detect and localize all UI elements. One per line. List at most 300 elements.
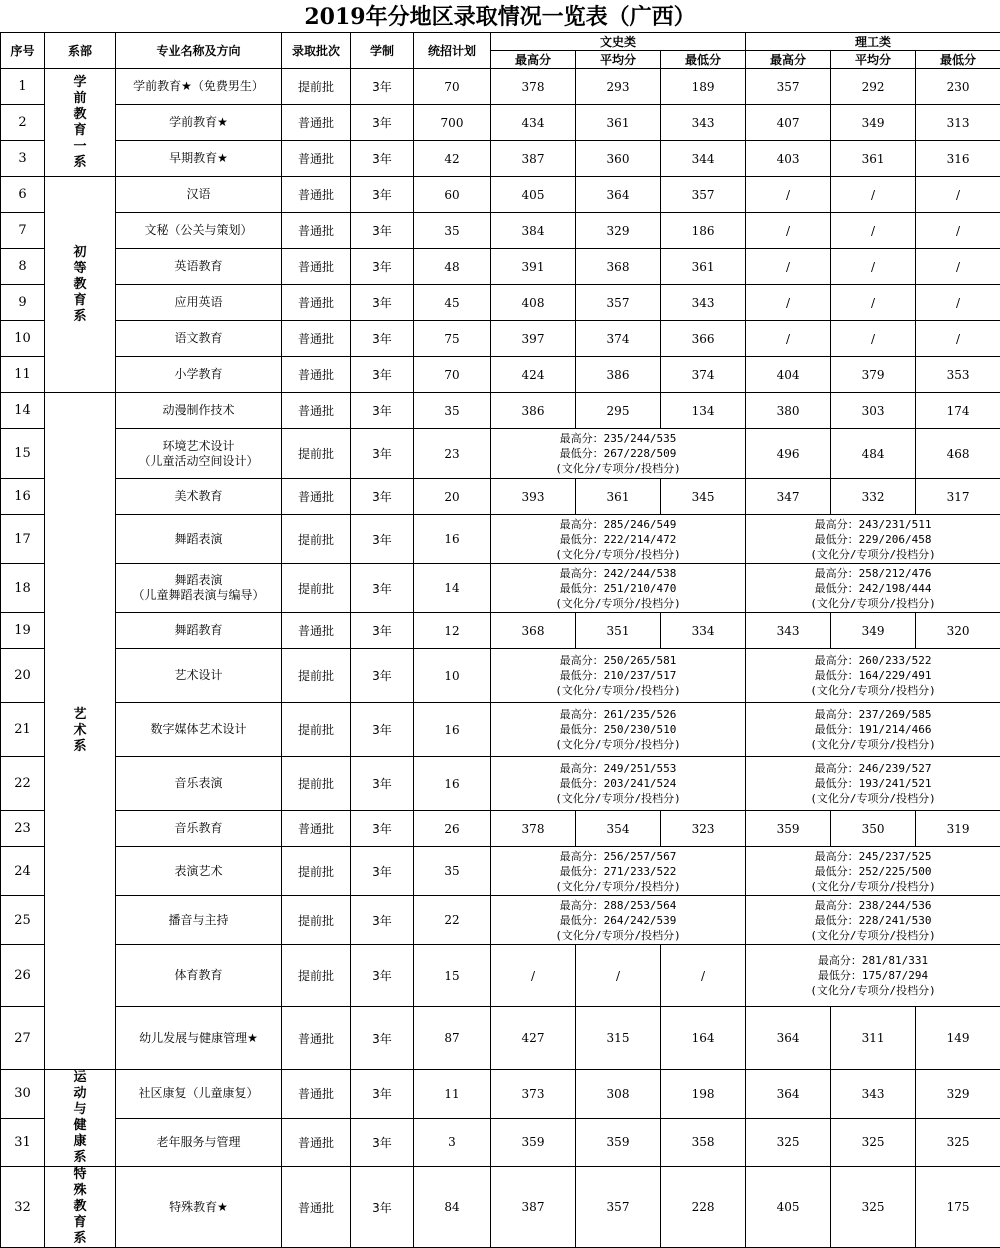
row-batch: 提前批 xyxy=(282,847,351,896)
table-row xyxy=(1,811,1000,847)
li-avg-score: / xyxy=(831,249,916,285)
wen-min-score: 343 xyxy=(661,285,746,321)
score-line: (文化分/专项分/投档分) xyxy=(746,928,1000,943)
row-seq: 18 xyxy=(1,564,45,613)
row-plan: 12 xyxy=(414,613,491,649)
score-line: 最低分：210/237/517 xyxy=(491,668,745,683)
li-max-score: 347 xyxy=(746,479,831,515)
wen-min-score: 374 xyxy=(661,357,746,393)
score-line: (文化分/专项分/投档分) xyxy=(746,683,1000,698)
row-seq: 1 xyxy=(1,69,45,105)
table-row xyxy=(1,177,1000,213)
row-plan: 16 xyxy=(414,703,491,757)
row-plan: 10 xyxy=(414,649,491,703)
row-years: 3年 xyxy=(351,249,414,285)
li-min-score: 468 xyxy=(916,429,1000,479)
score-line: (文化分/专项分/投档分) xyxy=(746,791,1000,806)
row-years: 3年 xyxy=(351,105,414,141)
row-batch: 普通批 xyxy=(282,177,351,213)
row-seq: 21 xyxy=(1,703,45,757)
li-combined-scores xyxy=(746,896,1000,945)
wen-min-score: 228 xyxy=(661,1167,746,1248)
score-line: (文化分/专项分/投档分) xyxy=(746,737,1000,752)
row-batch: 普通批 xyxy=(282,1070,351,1119)
row-years: 3年 xyxy=(351,479,414,515)
row-seq: 31 xyxy=(1,1118,45,1167)
li-avg-score: 325 xyxy=(831,1167,916,1248)
row-batch: 提前批 xyxy=(282,896,351,945)
major-name xyxy=(116,811,282,847)
li-combined-scores xyxy=(746,757,1000,811)
row-plan: 45 xyxy=(414,285,491,321)
major-name xyxy=(116,479,282,515)
row-batch: 普通批 xyxy=(282,285,351,321)
row-plan: 84 xyxy=(414,1167,491,1248)
header-wen: 文史类 xyxy=(491,33,746,51)
row-batch: 提前批 xyxy=(282,564,351,613)
li-combined-scores xyxy=(746,847,1000,896)
li-max-score: / xyxy=(746,285,831,321)
major-name-line: 舞蹈教育 xyxy=(116,623,281,638)
row-seq: 23 xyxy=(1,811,45,847)
li-max-score: 496 xyxy=(746,429,831,479)
li-min-score: / xyxy=(916,321,1000,357)
score-line: 最低分：228/241/530 xyxy=(746,913,1000,928)
wen-max-score: 405 xyxy=(491,177,576,213)
row-years: 3年 xyxy=(351,811,414,847)
score-line: 最高分：256/257/567 xyxy=(491,849,745,864)
header-dept: 系部 xyxy=(45,33,116,69)
major-name-line: 文秘（公关与策划） xyxy=(116,223,281,238)
row-years: 3年 xyxy=(351,321,414,357)
wen-max-score: 373 xyxy=(491,1070,576,1119)
wen-combined-scores xyxy=(491,896,746,945)
table-row xyxy=(1,757,1000,811)
wen-max-score: 427 xyxy=(491,1007,576,1070)
row-years: 3年 xyxy=(351,213,414,249)
department-cell xyxy=(45,1167,116,1248)
row-seq: 19 xyxy=(1,613,45,649)
department-name: 艺术系 xyxy=(73,707,87,755)
table-row xyxy=(1,515,1000,564)
wen-avg-score: 359 xyxy=(576,1118,661,1167)
table-row xyxy=(1,1007,1000,1070)
row-years: 3年 xyxy=(351,141,414,177)
row-batch: 普通批 xyxy=(282,321,351,357)
row-seq: 25 xyxy=(1,896,45,945)
row-batch: 提前批 xyxy=(282,69,351,105)
row-years: 3年 xyxy=(351,1118,414,1167)
wen-max-score: 408 xyxy=(491,285,576,321)
li-max-score: 364 xyxy=(746,1007,831,1070)
header-wen-max: 最高分 xyxy=(491,51,576,69)
row-years: 3年 xyxy=(351,649,414,703)
major-name xyxy=(116,613,282,649)
wen-min-score: 189 xyxy=(661,69,746,105)
score-line: 最低分：242/198/444 xyxy=(746,581,1000,596)
major-name-line: 音乐教育 xyxy=(116,821,281,836)
row-plan: 87 xyxy=(414,1007,491,1070)
score-line: (文化分/专项分/投档分) xyxy=(746,547,1000,562)
wen-combined-scores xyxy=(491,564,746,613)
major-name-line: 英语教育 xyxy=(116,259,281,274)
table-row xyxy=(1,249,1000,285)
li-max-score: 364 xyxy=(746,1070,831,1119)
table-row xyxy=(1,321,1000,357)
li-avg-score: 343 xyxy=(831,1070,916,1119)
major-name xyxy=(116,213,282,249)
major-name xyxy=(116,1070,282,1119)
major-name-line: 音乐表演 xyxy=(116,776,281,791)
wen-min-score: 323 xyxy=(661,811,746,847)
score-line: 最低分：264/242/539 xyxy=(491,913,745,928)
row-years: 3年 xyxy=(351,1167,414,1248)
score-line: (文化分/专项分/投档分) xyxy=(491,596,745,611)
row-batch: 普通批 xyxy=(282,141,351,177)
li-avg-score: 332 xyxy=(831,479,916,515)
score-line: 最高分：235/244/535 xyxy=(491,431,745,446)
department-cell xyxy=(45,1070,116,1167)
score-line: 最高分：288/253/564 xyxy=(491,898,745,913)
header-plan: 统招计划 xyxy=(414,33,491,69)
wen-avg-score: / xyxy=(576,945,661,1007)
li-min-score: 325 xyxy=(916,1118,1000,1167)
department-name: 运动与健康系 xyxy=(73,1070,87,1166)
score-line: 最高分：260/233/522 xyxy=(746,653,1000,668)
major-name-line: 舞蹈表演 xyxy=(116,573,281,588)
row-seq: 17 xyxy=(1,515,45,564)
wen-min-score: / xyxy=(661,945,746,1007)
score-line: 最低分：175/87/294 xyxy=(746,968,1000,983)
wen-avg-score: 357 xyxy=(576,285,661,321)
li-combined-scores xyxy=(746,703,1000,757)
wen-combined-scores xyxy=(491,703,746,757)
header-li: 理工类 xyxy=(746,33,1000,51)
department-cell xyxy=(45,393,116,1070)
row-batch: 提前批 xyxy=(282,945,351,1007)
major-name xyxy=(116,429,282,479)
header-li-min: 最低分 xyxy=(916,51,1000,69)
row-plan: 42 xyxy=(414,141,491,177)
table-row xyxy=(1,649,1000,703)
department-name: 学前教育一系 xyxy=(73,75,87,171)
li-avg-score: 361 xyxy=(831,141,916,177)
score-line: 最高分：258/212/476 xyxy=(746,566,1000,581)
score-line: 最高分：238/244/536 xyxy=(746,898,1000,913)
li-min-score: 149 xyxy=(916,1007,1000,1070)
li-max-score: 403 xyxy=(746,141,831,177)
row-batch: 普通批 xyxy=(282,1007,351,1070)
li-min-score: 320 xyxy=(916,613,1000,649)
li-avg-score: / xyxy=(831,321,916,357)
row-plan: 35 xyxy=(414,847,491,896)
major-name-line: 应用英语 xyxy=(116,295,281,310)
li-min-score: 230 xyxy=(916,69,1000,105)
li-avg-score: / xyxy=(831,285,916,321)
table-row xyxy=(1,1070,1000,1119)
row-seq: 14 xyxy=(1,393,45,429)
wen-combined-scores xyxy=(491,757,746,811)
row-years: 3年 xyxy=(351,285,414,321)
row-seq: 22 xyxy=(1,757,45,811)
table-row xyxy=(1,945,1000,1007)
major-name xyxy=(116,105,282,141)
wen-avg-score: 360 xyxy=(576,141,661,177)
table-row xyxy=(1,357,1000,393)
wen-max-score: / xyxy=(491,945,576,1007)
row-seq: 2 xyxy=(1,105,45,141)
row-batch: 提前批 xyxy=(282,703,351,757)
score-line: 最高分：245/237/525 xyxy=(746,849,1000,864)
table-row xyxy=(1,479,1000,515)
row-seq: 3 xyxy=(1,141,45,177)
row-seq: 9 xyxy=(1,285,45,321)
wen-avg-score: 295 xyxy=(576,393,661,429)
row-years: 3年 xyxy=(351,393,414,429)
row-plan: 14 xyxy=(414,564,491,613)
page-title: 2019年分地区录取情况一览表（广西） xyxy=(0,0,1000,32)
row-plan: 70 xyxy=(414,69,491,105)
major-name xyxy=(116,141,282,177)
department-name: 特殊教育系 xyxy=(73,1167,87,1247)
table-row xyxy=(1,896,1000,945)
row-plan: 26 xyxy=(414,811,491,847)
table-row xyxy=(1,847,1000,896)
wen-min-score: 186 xyxy=(661,213,746,249)
score-line: 最高分：261/235/526 xyxy=(491,707,745,722)
wen-min-score: 366 xyxy=(661,321,746,357)
table-row xyxy=(1,69,1000,105)
admission-table xyxy=(0,32,1000,1248)
department-cell xyxy=(45,177,116,393)
major-name xyxy=(116,703,282,757)
li-combined-scores xyxy=(746,649,1000,703)
li-min-score: / xyxy=(916,249,1000,285)
major-name xyxy=(116,649,282,703)
wen-max-score: 393 xyxy=(491,479,576,515)
major-name xyxy=(116,945,282,1007)
score-line: 最高分：281/81/331 xyxy=(746,953,1000,968)
major-name-line: 幼儿发展与健康管理★ xyxy=(116,1031,281,1046)
table-row xyxy=(1,213,1000,249)
header-major: 专业名称及方向 xyxy=(116,33,282,69)
score-line: (文化分/专项分/投档分) xyxy=(491,879,745,894)
li-max-score: 407 xyxy=(746,105,831,141)
wen-min-score: 343 xyxy=(661,105,746,141)
major-name-line: 学前教育★（免费男生） xyxy=(116,79,281,94)
header-seq: 序号 xyxy=(1,33,45,69)
wen-max-score: 368 xyxy=(491,613,576,649)
row-batch: 提前批 xyxy=(282,515,351,564)
row-batch: 普通批 xyxy=(282,1118,351,1167)
score-line: 最高分：285/246/549 xyxy=(491,517,745,532)
row-plan: 35 xyxy=(414,213,491,249)
score-line: (文化分/专项分/投档分) xyxy=(491,547,745,562)
row-batch: 普通批 xyxy=(282,213,351,249)
score-line: 最低分：222/214/472 xyxy=(491,532,745,547)
row-years: 3年 xyxy=(351,429,414,479)
wen-max-score: 359 xyxy=(491,1118,576,1167)
major-name-line: 社区康复（儿童康复） xyxy=(116,1086,281,1101)
table-row xyxy=(1,393,1000,429)
table-row xyxy=(1,613,1000,649)
wen-min-score: 361 xyxy=(661,249,746,285)
row-years: 3年 xyxy=(351,757,414,811)
wen-min-score: 344 xyxy=(661,141,746,177)
wen-avg-score: 361 xyxy=(576,105,661,141)
row-years: 3年 xyxy=(351,357,414,393)
major-name-line: 美术教育 xyxy=(116,489,281,504)
li-combined-scores xyxy=(746,945,1000,1007)
wen-max-score: 424 xyxy=(491,357,576,393)
row-years: 3年 xyxy=(351,847,414,896)
row-batch: 提前批 xyxy=(282,429,351,479)
row-seq: 20 xyxy=(1,649,45,703)
row-plan: 20 xyxy=(414,479,491,515)
wen-avg-score: 374 xyxy=(576,321,661,357)
major-name xyxy=(116,1118,282,1167)
major-name-line: 表演艺术 xyxy=(116,864,281,879)
wen-avg-score: 357 xyxy=(576,1167,661,1248)
row-batch: 提前批 xyxy=(282,649,351,703)
wen-avg-score: 293 xyxy=(576,69,661,105)
wen-max-score: 434 xyxy=(491,105,576,141)
row-batch: 提前批 xyxy=(282,757,351,811)
score-line: 最高分：246/239/527 xyxy=(746,761,1000,776)
major-name-line: 数字媒体艺术设计 xyxy=(116,722,281,737)
major-name xyxy=(116,564,282,613)
li-min-score: 317 xyxy=(916,479,1000,515)
table-row xyxy=(1,1167,1000,1248)
wen-avg-score: 308 xyxy=(576,1070,661,1119)
table-row xyxy=(1,564,1000,613)
row-plan: 16 xyxy=(414,515,491,564)
row-seq: 30 xyxy=(1,1070,45,1119)
li-combined-scores xyxy=(746,564,1000,613)
wen-avg-score: 368 xyxy=(576,249,661,285)
table-row xyxy=(1,141,1000,177)
header-li-avg: 平均分 xyxy=(831,51,916,69)
row-years: 3年 xyxy=(351,896,414,945)
major-name xyxy=(116,249,282,285)
major-name xyxy=(116,177,282,213)
li-avg-score: 303 xyxy=(831,393,916,429)
wen-max-score: 384 xyxy=(491,213,576,249)
row-plan: 11 xyxy=(414,1070,491,1119)
li-min-score: 329 xyxy=(916,1070,1000,1119)
wen-min-score: 334 xyxy=(661,613,746,649)
row-seq: 26 xyxy=(1,945,45,1007)
row-batch: 普通批 xyxy=(282,357,351,393)
header-wen-min: 最低分 xyxy=(661,51,746,69)
wen-max-score: 387 xyxy=(491,1167,576,1248)
li-avg-score: 379 xyxy=(831,357,916,393)
score-line: 最低分：251/210/470 xyxy=(491,581,745,596)
li-min-score: 175 xyxy=(916,1167,1000,1248)
score-line: 最低分：252/225/500 xyxy=(746,864,1000,879)
li-avg-score: 484 xyxy=(831,429,916,479)
wen-max-score: 387 xyxy=(491,141,576,177)
li-min-score: 353 xyxy=(916,357,1000,393)
score-line: 最低分：267/228/509 xyxy=(491,446,745,461)
major-name-line: 舞蹈表演 xyxy=(116,532,281,547)
major-name-line: 汉语 xyxy=(116,187,281,202)
li-min-score: 316 xyxy=(916,141,1000,177)
li-max-score: 325 xyxy=(746,1118,831,1167)
department-cell xyxy=(45,69,116,177)
row-plan: 16 xyxy=(414,757,491,811)
li-max-score: 343 xyxy=(746,613,831,649)
table-row xyxy=(1,703,1000,757)
li-avg-score: 350 xyxy=(831,811,916,847)
li-min-score: / xyxy=(916,285,1000,321)
row-years: 3年 xyxy=(351,703,414,757)
score-line: (文化分/专项分/投档分) xyxy=(746,879,1000,894)
wen-combined-scores xyxy=(491,429,746,479)
score-line: 最低分：164/229/491 xyxy=(746,668,1000,683)
score-line: 最低分：271/233/522 xyxy=(491,864,745,879)
score-line: 最高分：237/269/585 xyxy=(746,707,1000,722)
major-name xyxy=(116,285,282,321)
major-name xyxy=(116,357,282,393)
wen-avg-score: 364 xyxy=(576,177,661,213)
row-plan: 75 xyxy=(414,321,491,357)
li-avg-score: 349 xyxy=(831,105,916,141)
row-seq: 7 xyxy=(1,213,45,249)
header-years: 学制 xyxy=(351,33,414,69)
score-line: (文化分/专项分/投档分) xyxy=(746,596,1000,611)
row-years: 3年 xyxy=(351,515,414,564)
li-avg-score: 311 xyxy=(831,1007,916,1070)
score-line: 最低分：250/230/510 xyxy=(491,722,745,737)
row-plan: 35 xyxy=(414,393,491,429)
li-avg-score: 325 xyxy=(831,1118,916,1167)
wen-min-score: 345 xyxy=(661,479,746,515)
row-batch: 普通批 xyxy=(282,105,351,141)
score-line: 最高分：242/244/538 xyxy=(491,566,745,581)
row-seq: 8 xyxy=(1,249,45,285)
wen-avg-score: 351 xyxy=(576,613,661,649)
li-avg-score: / xyxy=(831,213,916,249)
row-plan: 15 xyxy=(414,945,491,1007)
wen-combined-scores xyxy=(491,649,746,703)
table-row xyxy=(1,429,1000,479)
header-wen-avg: 平均分 xyxy=(576,51,661,69)
li-max-score: 380 xyxy=(746,393,831,429)
major-name-line: 特殊教育★ xyxy=(116,1200,281,1215)
li-avg-score: 292 xyxy=(831,69,916,105)
major-name-line: 环境艺术设计 xyxy=(116,439,281,454)
li-max-score: / xyxy=(746,177,831,213)
score-line: 最高分：249/251/553 xyxy=(491,761,745,776)
major-name xyxy=(116,896,282,945)
major-name-line: 小学教育 xyxy=(116,367,281,382)
row-batch: 普通批 xyxy=(282,249,351,285)
major-name-line: 播音与主持 xyxy=(116,913,281,928)
major-name xyxy=(116,1007,282,1070)
score-line: (文化分/专项分/投档分) xyxy=(746,983,1000,998)
major-name-line: 学前教育★ xyxy=(116,115,281,130)
wen-max-score: 378 xyxy=(491,811,576,847)
row-years: 3年 xyxy=(351,1070,414,1119)
score-line: (文化分/专项分/投档分) xyxy=(491,461,745,476)
score-line: 最低分：203/241/524 xyxy=(491,776,745,791)
row-plan: 48 xyxy=(414,249,491,285)
row-plan: 23 xyxy=(414,429,491,479)
row-batch: 普通批 xyxy=(282,1167,351,1248)
department-name: 初等教育系 xyxy=(73,245,87,325)
li-avg-score: 349 xyxy=(831,613,916,649)
